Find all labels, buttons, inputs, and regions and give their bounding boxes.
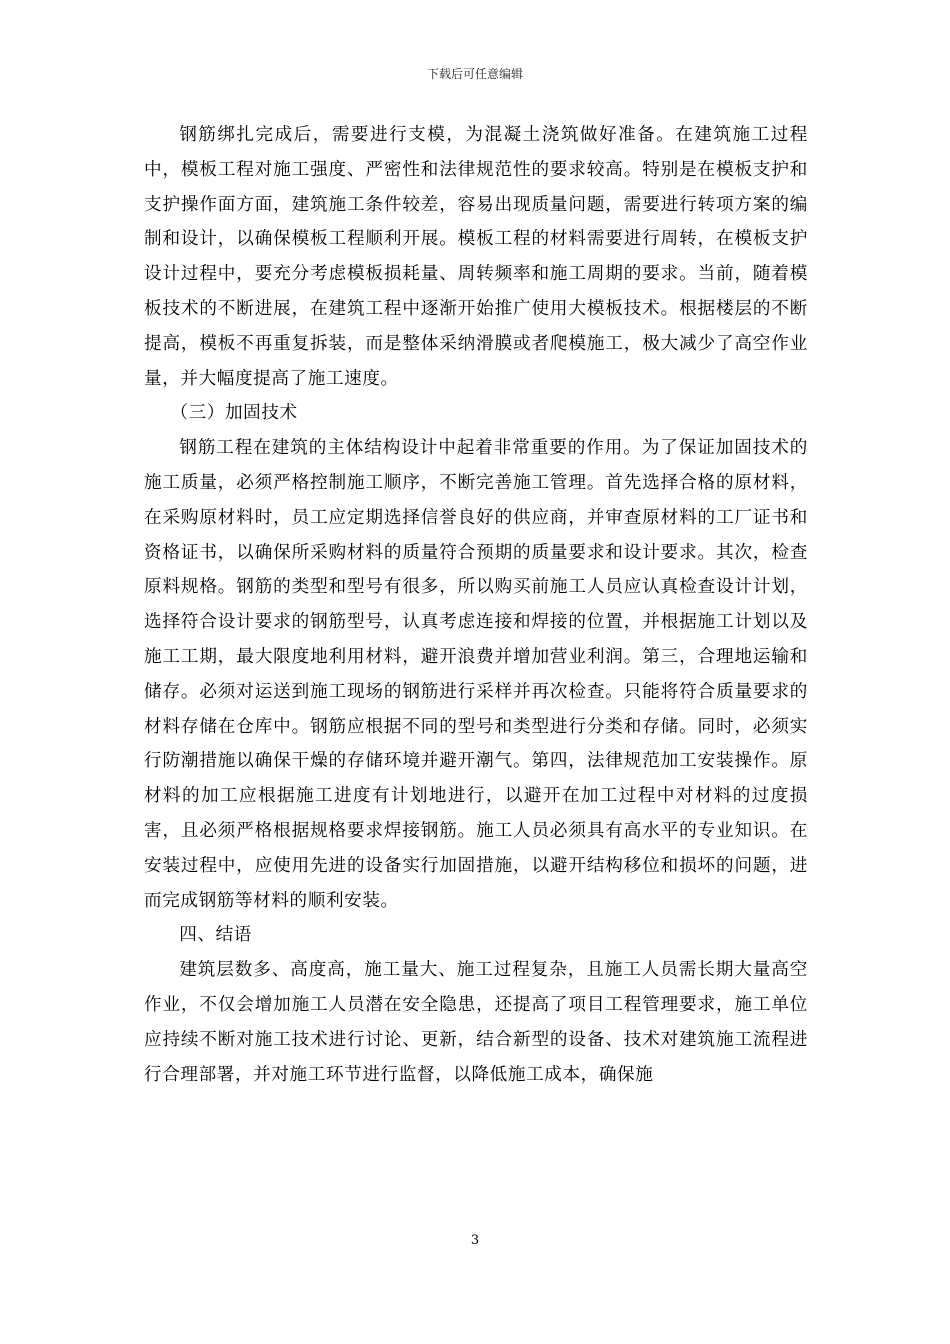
paragraph-formwork: 钢筋绑扎完成后，需要进行支模，为混凝土浇筑做好准备。在建筑施工过程中，模板工程对施工强度、严密性和法律规范性的要求较高。特别是在模板支护和支护操作面方面，建筑施工条件较差，容易出现质量问题，需要进行转项方案的编制和设计，以确保模板工程顺利开展。模板工程的材料需要进行周转，在模板支护设计过程中，要充分考虑模板损耗量、周转频率和施工周期的要求。当前，随着模板技术的不断进展，在建筑工程中逐渐开始推广使用大模板技术。根据楼层的不断提高，模板不再重复拆装，而是整体采纳滑膜或者爬模施工，极大减少了高空作业量，并大幅度提高了施工速度。 bbox=[144, 125, 808, 389]
document-body bbox=[144, 118, 808, 1092]
subheading-reinforcement: （三）加固技术 bbox=[170, 403, 298, 424]
section-heading-conclusion: 四、结语 bbox=[179, 925, 252, 946]
page-number: 3 bbox=[470, 1233, 480, 1248]
paragraph-reinforcement: 钢筋工程在建筑的主体结构设计中起着非常重要的作用。为了保证加固技术的施工质量，必须严格控制施工顺序，不断完善施工管理。首先选择合格的原材料，在采购原材料时，员工应定期选择信誉良好的供应商，并审查原材料的工厂证书和资格证书，以确保所采购材料的质量符合预期的质量要求和设计要求。其次，检查原料规格。钢筋的类型和型号有很多，所以购买前施工人员应认真检查设计计划，选择符合设计要求的钢筋型号，认真考虑连接和焊接的位置，并根据施工计划以及施工工期，最大限度地利用材料，避开浪费并增加营业利润。第三，合理地运输和储存。必须对运送到施工现场的钢筋进行采样并再次检查。只能将符合质量要求的材料存储在仓库中。钢筋应根据不同的型号和类型进行分类和存储。同时，必须实行防潮措施以确保干燥的存储环境并避开潮气。第四，法律规范加工安装操作。原材料的加工应根据施工进度有计划地进行，以避开在加工过程中对材料的过度损害，且必须严格根据规格要求焊接钢筋。施工人员必须具有高水平的专业知识。在安装过程中，应使用先进的设备实行加固措施，以避开结构移位和损坏的问题，进而完成钢筋等材料的顺利安装。 bbox=[144, 438, 808, 911]
page-header: 下载后可任意编辑 bbox=[426, 67, 523, 81]
paragraph-conclusion: 建筑层数多、高度高，施工量大、施工过程复杂，且施工人员需长期大量高空作业，不仅会增加施工人员潜在安全隐患，还提高了项目工程管理要求，施工单位应持续不断对施工技术进行讨论、更新，结合新型的设备、技术对建筑施工流程进行合理部署，并对施工环节进行监督，以降低施工成本，确保施 bbox=[144, 960, 808, 1085]
